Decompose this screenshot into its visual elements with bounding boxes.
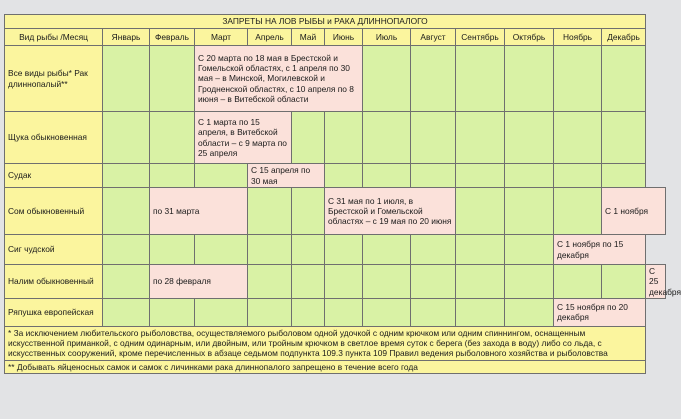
month-header-apr: Апрель xyxy=(248,29,292,46)
open-period-cell xyxy=(363,112,411,164)
open-period-cell xyxy=(456,188,505,235)
open-period-cell xyxy=(505,188,554,235)
open-period-cell xyxy=(456,164,505,188)
month-header-aug: Август xyxy=(411,29,456,46)
open-period-cell xyxy=(411,235,456,265)
species-cell: Сиг чудской xyxy=(5,235,103,265)
species-cell: Все виды рыбы* Рак длиннопалый** xyxy=(5,46,103,112)
month-header-oct: Октябрь xyxy=(505,29,554,46)
open-period-cell xyxy=(103,112,150,164)
open-period-cell xyxy=(103,298,150,326)
open-period-cell xyxy=(505,46,554,112)
month-header-feb: Февраль xyxy=(150,29,195,46)
ban-period-cell: С 25 декабря xyxy=(646,265,666,299)
ban-period-cell: С 1 марта по 15 апреля, в Витебской области – с 9 марта по 25 апреля xyxy=(195,112,292,164)
open-period-cell xyxy=(411,112,456,164)
ban-period-cell: С 1 ноября xyxy=(602,188,666,235)
open-period-cell xyxy=(292,188,325,235)
open-period-cell xyxy=(325,235,363,265)
ban-period-cell: по 28 февраля xyxy=(150,265,248,299)
open-period-cell xyxy=(363,235,411,265)
species-cell: Налим обыкновенный xyxy=(5,265,103,299)
ban-period-cell: по 31 марта xyxy=(150,188,248,235)
ban-period-cell: С 15 ноября по 20 декабря xyxy=(554,298,646,326)
open-period-cell xyxy=(505,235,554,265)
open-period-cell xyxy=(103,46,150,112)
open-period-cell xyxy=(456,46,505,112)
month-header-jan: Январь xyxy=(103,29,150,46)
open-period-cell xyxy=(325,164,363,188)
month-header-mar: Март xyxy=(195,29,248,46)
open-period-cell xyxy=(150,112,195,164)
open-period-cell xyxy=(248,298,292,326)
open-period-cell xyxy=(195,298,248,326)
table-row xyxy=(5,265,666,299)
footnote-1: * За исключением любительского рыболовства, осуществляемого рыболовом одной удочкой с одним крючком или одним спиннингом, оснащенным искусственной приманкой, с одним одинарным, или двойным, или тройным крючком в светлое время суток с берега (без захода в воду) либо со льда, с искусственных сооружений, кроме перечисленных в абзаце седьмом подпункта 109.3 пункта 109 Правил ведения рыболовного хозяйства и рыболовства xyxy=(5,326,646,360)
table-row xyxy=(5,188,666,235)
open-period-cell xyxy=(103,265,150,299)
month-header-nov: Ноябрь xyxy=(554,29,602,46)
species-cell: Ряпушка европейская xyxy=(5,298,103,326)
open-period-cell xyxy=(292,112,325,164)
month-header-may: Май xyxy=(292,29,325,46)
footnote-row xyxy=(5,326,666,360)
open-period-cell xyxy=(363,46,411,112)
open-period-cell xyxy=(456,298,505,326)
footnote-2: ** Добывать яйценосных самок и самок с личинками рака длиннопалого запрещено в течение всего года xyxy=(5,360,646,373)
open-period-cell xyxy=(456,112,505,164)
open-period-cell xyxy=(554,112,602,164)
open-period-cell xyxy=(103,235,150,265)
open-period-cell xyxy=(505,112,554,164)
open-period-cell xyxy=(150,164,195,188)
open-period-cell xyxy=(456,235,505,265)
open-period-cell xyxy=(602,112,646,164)
month-header-sep: Сентябрь xyxy=(456,29,505,46)
open-period-cell xyxy=(554,164,602,188)
month-header-jul: Июль xyxy=(363,29,411,46)
month-header-dec: Декабрь xyxy=(602,29,646,46)
species-cell: Судак xyxy=(5,164,103,188)
open-period-cell xyxy=(411,265,456,299)
species-cell: Щука обыкновенная xyxy=(5,112,103,164)
open-period-cell xyxy=(292,298,325,326)
open-period-cell xyxy=(411,164,456,188)
open-period-cell xyxy=(411,46,456,112)
open-period-cell xyxy=(325,298,363,326)
open-period-cell xyxy=(325,112,363,164)
table-row xyxy=(5,112,666,164)
ban-period-cell: С 15 апреля по 30 мая xyxy=(248,164,325,188)
table-title: ЗАПРЕТЫ НА ЛОВ РЫБЫ и РАКА ДЛИННОПАЛОГО xyxy=(5,15,646,29)
open-period-cell xyxy=(103,164,150,188)
open-period-cell xyxy=(602,265,646,299)
table-row xyxy=(5,164,666,188)
open-period-cell xyxy=(248,188,292,235)
table-row xyxy=(5,46,666,112)
table-row xyxy=(5,235,666,265)
open-period-cell xyxy=(505,298,554,326)
species-column-header: Вид рыбы /Месяц xyxy=(5,29,103,46)
open-period-cell xyxy=(325,265,363,299)
open-period-cell xyxy=(248,265,292,299)
header-row xyxy=(5,29,666,46)
open-period-cell xyxy=(292,235,325,265)
open-period-cell xyxy=(150,46,195,112)
open-period-cell xyxy=(195,164,248,188)
title-row xyxy=(5,15,666,29)
open-period-cell xyxy=(150,298,195,326)
open-period-cell xyxy=(602,46,646,112)
open-period-cell xyxy=(554,188,602,235)
open-period-cell xyxy=(195,235,248,265)
ban-period-cell: С 20 марта по 18 мая в Брестской и Гомельской областях, с 1 апреля по 30 мая – в Минской, Могилевской и Гродненской областях, с 10 апреля по 8 июня – в Витебской области xyxy=(195,46,363,112)
open-period-cell xyxy=(411,298,456,326)
open-period-cell xyxy=(248,235,292,265)
month-header-jun: Июнь xyxy=(325,29,363,46)
table-row xyxy=(5,298,666,326)
open-period-cell xyxy=(505,265,554,299)
open-period-cell xyxy=(363,164,411,188)
open-period-cell xyxy=(103,188,150,235)
open-period-cell xyxy=(505,164,554,188)
open-period-cell xyxy=(554,265,602,299)
open-period-cell xyxy=(150,235,195,265)
ban-table xyxy=(4,14,681,374)
open-period-cell xyxy=(292,265,325,299)
species-cell: Сом обыкновенный xyxy=(5,188,103,235)
open-period-cell xyxy=(456,265,505,299)
open-period-cell xyxy=(363,298,411,326)
open-period-cell xyxy=(602,164,646,188)
footnote-row xyxy=(5,360,666,373)
ban-period-cell: С 1 ноября по 15 декабря xyxy=(554,235,646,265)
fishing-ban-sheet xyxy=(4,14,681,374)
open-period-cell xyxy=(363,265,411,299)
ban-period-cell: С 31 мая по 1 июля, в Брестской и Гомельской областях – с 19 мая по 20 июня xyxy=(325,188,456,235)
open-period-cell xyxy=(554,46,602,112)
